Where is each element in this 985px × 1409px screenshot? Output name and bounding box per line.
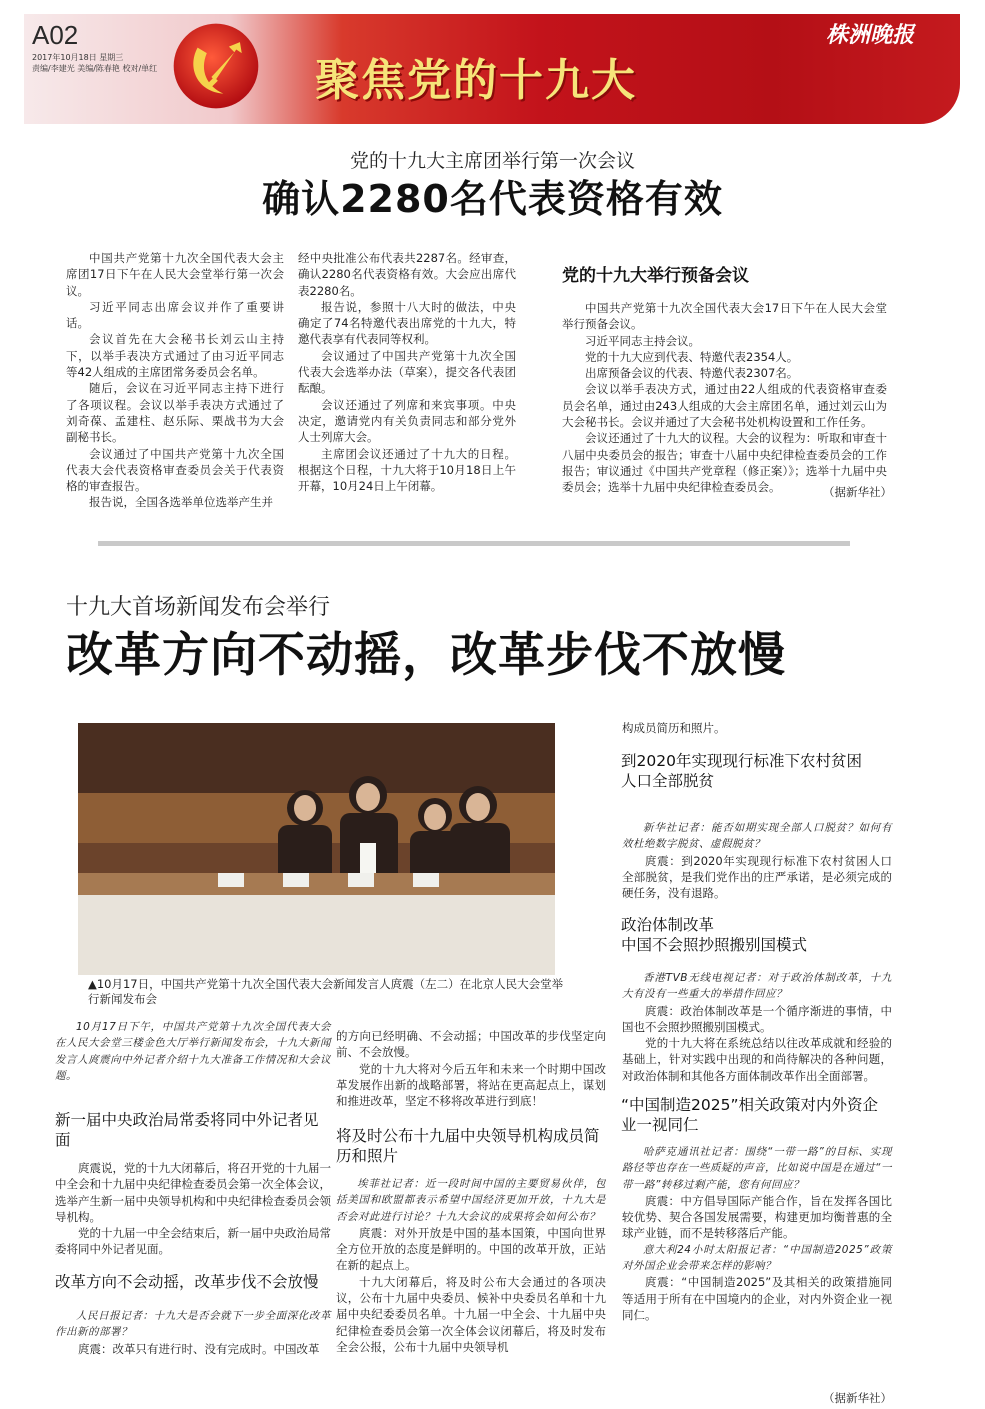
article3-source: （据新华社） (823, 1391, 892, 1405)
subhead-line: 人口全部脱贫 (621, 772, 715, 790)
paragraph: 庹震说，党的十九大闭幕后，将召开党的十九届一中全会和十九届中央纪律检查委员会第一次全体会议，选举产生新一届中央领导机构和中央纪律检查委员会领导机构。 (55, 1161, 331, 1224)
paragraph: 中国共产党第十九次全国代表大会17日下午在人民大会堂举行预备会议。 (562, 301, 887, 332)
paragraph: 会议还通过了列席和来宾事项。中央决定，邀请党内有关负责同志和部分党外人士列席大会。 (298, 397, 516, 445)
answer: 庹震：中方倡导国际产能合作，旨在发挥各国比较优势、契合各国发展需要，构建更加均衡普惠的全球产业链，而不是转移落后产能。 (622, 1193, 892, 1241)
subhead-made-in-china (621, 1095, 878, 1135)
paragraph: 报告说，参照十八大时的做法，中央确定了74名特邀代表出席党的十九大，特邀代表享有代表同等权利。 (298, 299, 516, 347)
poverty-body (622, 820, 892, 902)
subhead-line: 政治体制改革 (621, 916, 715, 934)
subhead-line: 新一届中央政治局常委将同中外记者见面 (55, 1111, 319, 1149)
reform-body (55, 1308, 331, 1362)
made-in-china-body (622, 1144, 892, 1374)
subhead-line: 中国不会照抄照搬别国模式 (621, 936, 808, 954)
paragraph: 习近平同志主持会议。 (585, 333, 700, 348)
answer: 庹震：对外开放是中国的基本国策，中国向世界全方位开放的态度是鲜明的。中国的改革开放，正站在新的起点上。 (336, 1225, 606, 1273)
photo-caption: ▲10月17日，中国共产党第十九次全国代表大会新闻发言人庹震（左二）在北京人民大会堂举行新闻发布会 (88, 977, 564, 1006)
paragraph: 党的十九大应到代表、特邀代表2354人。 (585, 349, 799, 364)
article3-title: 改革方向不动摇，改革步伐不放慢 (66, 628, 786, 683)
paragraph: 中国共产党第十九次全国代表大会主席团17日下午在人民大会堂举行第一次会议。 (66, 251, 284, 298)
answer: 庹震：到2020年实现现行标准下农村贫困人口全部脱贫，是我们党作出的庄严承诺，是必须完成的硬任务，没有退路。 (622, 853, 892, 901)
press-conference-photo (78, 723, 555, 975)
article3-column-2-top (336, 1028, 606, 1108)
paragraph: 会议通过了中国共产党第十九次全国代表大会代表资格审查委员会关于代表资格的审查报告。 (66, 446, 284, 494)
question: 哈萨克通讯社记者：围绕“一带一路”的目标、实现路径等也存在一些质疑的声音，比如说中国是在通过“一带一路”转移过剩产能，您有何回应？ (622, 1146, 892, 1191)
banner-title: 聚焦党的十九大 (315, 55, 637, 106)
question: 新华社记者：能否如期实现全部人口脱贫？如何有效杜绝数字脱贫、虚假脱贫？ (622, 822, 892, 851)
paragraph: 10月17日下午，中国共产党第十九次全国代表大会在人民大会堂三楼金色大厅举行新闻发布会，十九大新闻发言人庹震向中外记者介绍十九大准备工作情况和大会议题。 (55, 1021, 331, 1082)
paragraph: 会议首先在大会秘书长刘云山主持下，以举手表决方式通过了由习近平同志等42人组成的主席团常务委员会名单。 (66, 332, 284, 380)
subhead-publish (336, 1126, 606, 1166)
article1-column-2 (298, 250, 516, 492)
answer: 庹震：政治体制改革是一个循序渐进的事情，中国也不会照抄照搬别国模式。 (622, 1003, 892, 1034)
article3-intro (55, 1019, 331, 1101)
subhead-reform: 改革方向不会动摇，改革步伐不会放慢 (55, 1273, 319, 1291)
section-divider (98, 541, 850, 546)
subhead-line: 到2020年实现现行标准下农村贫困 (621, 752, 862, 770)
paragraph: 报告说，全国各选举单位选举产生并 (89, 495, 273, 510)
publish-body (336, 1176, 606, 1372)
article2-title: 党的十九大举行预备会议 (562, 266, 749, 286)
masthead-logo: 株洲晚报 (826, 22, 915, 48)
article1-column-1 (66, 250, 284, 512)
party-emblem-icon (170, 20, 262, 112)
question: 人民日报记者：十九大是否会就下一步全面深化改革作出新的部署？ (55, 1310, 331, 1339)
question: 埃菲社记者：近一段时间中国的主要贸易伙伴，包括美国和欧盟都表示希望中国经济更加开放，十九大是否会对此进行讨论？十九大会议的成果将会如何公布？ (336, 1178, 606, 1223)
date-line: 2017年10月18日 星期三 (32, 53, 124, 62)
article2-source: （据新华社） (823, 485, 892, 499)
paragraph: 十九大闭幕后，将及时公布大会通过的各项决议，公布十九届中央委员、候补中央委员名单和十九届中央纪委委员名单。十九届一中全会、十九届中央纪律检查委员会第一次全体会议闭幕后，将及时发布全会公报，公布十九届中央领导机 (336, 1274, 606, 1354)
article1-title: 确认2280名代表资格有效 (262, 177, 723, 221)
paragraph: 党的十九届一中全会结束后，新一届中央政治局常委将同中外记者见面。 (55, 1226, 331, 1257)
paragraph: 的方向已经明确、不会动摇；中国改革的步伐坚定向前、不会放慢。 (336, 1029, 606, 1060)
subhead-political (621, 915, 807, 955)
page-number: A02 (32, 20, 79, 50)
paragraph: 经中央批准公布代表共2287名。经审查，确认2280名代表资格有效。大会应出席代表2280名。 (298, 251, 516, 298)
paragraph: 构成员简历和照片。 (622, 721, 726, 735)
answer: 庹震：“中国制造2025”及其相关的政策措施同等适用于所有在中国境内的企业，对内外资企业一视同仁。 (622, 1275, 892, 1322)
paragraph: 党的十九大将在系统总结以往改革成就和经验的基础上，针对实践中出现的和尚待解决的各种问题，对政治体制和其他各方面体制改革作出全面部署。 (622, 1036, 892, 1083)
paragraph: 会议通过了中国共产党第十九次全国代表大会选举办法（草案），提交各代表团酝酿。 (298, 348, 516, 396)
question: 意大利24小时太阳报记者：“中国制造2025”政策对外国企业会带来怎样的影响？ (622, 1243, 892, 1273)
paragraph: 出席预备会议的代表、特邀代表2307名。 (585, 366, 799, 381)
article3-kicker: 十九大首场新闻发布会举行 (66, 595, 331, 620)
politburo-body (55, 1160, 331, 1260)
subhead-politburo (55, 1110, 331, 1150)
question: 香港TVB无线电视记者：对于政治体制改革，十九大有没有一些重大的举措作回应？ (622, 972, 892, 1001)
subhead-line: “中国制造2025”相关政策对内外资企 (621, 1096, 879, 1114)
paragraph: 习近平同志出席会议并作了重要讲话。 (66, 299, 284, 331)
paragraph: 随后，会议在习近平同志主持下进行了各项议程。会议以举手表决方式通过了刘奇葆、孟建柱、赵乐际、栗战书为大会副秘书长。 (66, 381, 284, 445)
paragraph: 主席团会议还通过了十九大的日程。根据这个日程，十九大将于10月18日上午开幕，10月24日上午闭幕。 (298, 446, 516, 494)
subhead-line: 将及时公布十九届中央领导机构成员简历和照片 (336, 1127, 600, 1165)
editor-line: 责编/李建光 美编/陈春艳 校对/单红 (32, 64, 158, 73)
article3-column-3-top (622, 720, 892, 738)
subhead-poverty (621, 751, 862, 791)
answer: 庹震：改革只有进行时、没有完成时。中国改革 (78, 1341, 320, 1356)
subhead-line: 业一视同仁 (621, 1116, 699, 1134)
political-body (622, 970, 892, 1082)
paragraph: 党的十九大将对今后五年和未来一个时期中国改革发展作出新的战略部署，将站在更高起点上，谋划和推进改革，坚定不移将改革进行到底！ (336, 1061, 606, 1109)
article1-kicker: 党的十九大主席团举行第一次会议 (349, 150, 635, 172)
paragraph: 会议还通过了十九大的议程。大会的议程为：听取和审查十八届中央委员会的报告；审查十八届中央纪律检查委员会的工作报告；审议通过《中国共产党章程（修正案）》；选举十九届中央委员会；选举十九届中央纪律检查委员会。 (562, 431, 887, 495)
paragraph: 会议以举手表决方式，通过由22人组成的代表资格审查委员会名单，通过由243人组成的大会主席团名单，通过刘云山为大会秘书长。会议并通过了大会秘书处机构设置和工作任务。 (562, 382, 887, 430)
